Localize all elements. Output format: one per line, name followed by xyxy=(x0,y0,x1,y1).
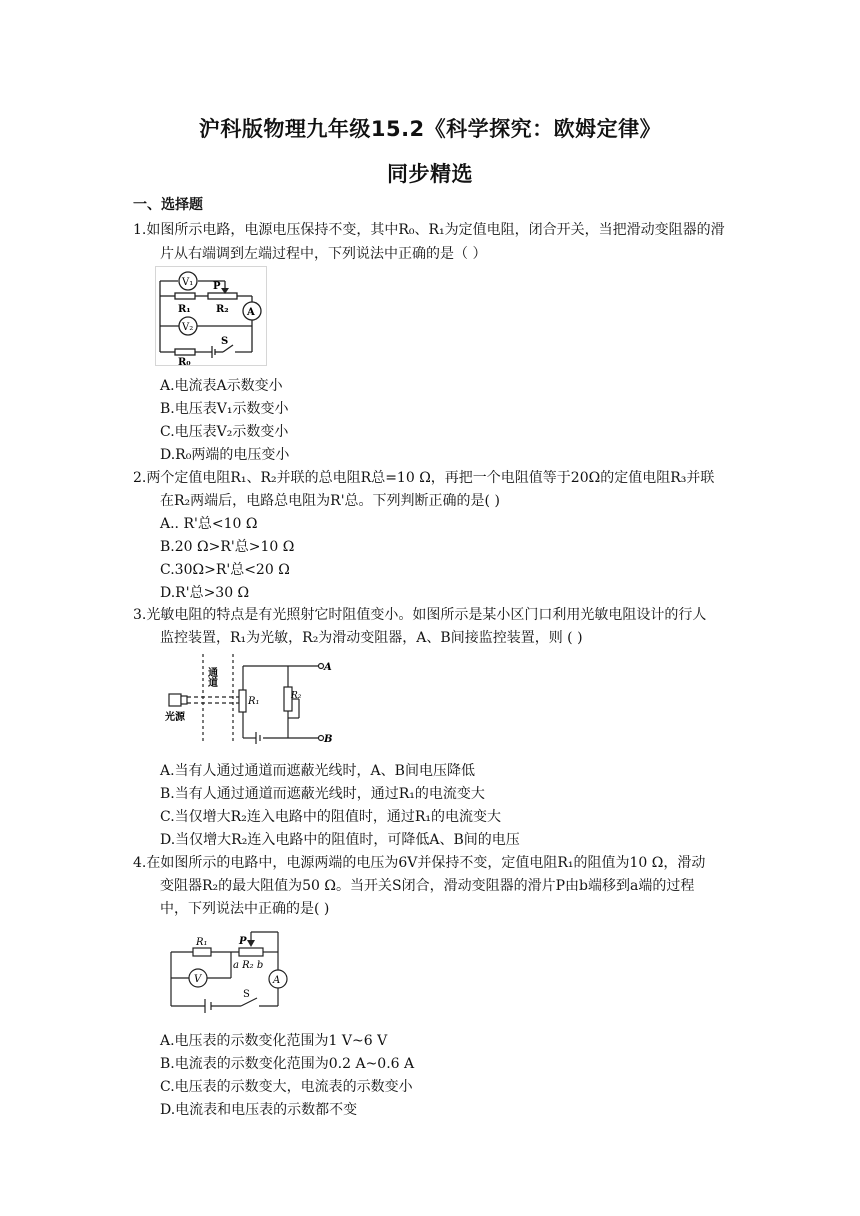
q4-fig-ammeter: A xyxy=(273,975,281,986)
document-title: 沪科版物理九年级15.2《科学探究：欧姆定律》 xyxy=(198,117,662,141)
q1-stem-line2: 片从右端调到左端过程中，下列说法中正确的是（ ） xyxy=(160,246,487,262)
q2-option-d: D.R'总>30 Ω xyxy=(160,585,250,601)
q4-fig-r1: R₁ xyxy=(196,937,208,948)
document-subtitle: 同步精选 xyxy=(387,162,473,186)
q1-fig-ammeter: A xyxy=(247,307,255,318)
q2-stem-line2: 在R₂两端后，电路总电阻为R'总。下列判断正确的是( ) xyxy=(160,493,500,509)
q3-option-d: D.当仅增大R₂连入电路中的阻值时，可降低A、B间的电压 xyxy=(160,832,520,848)
q3-fig-channel: 通道 xyxy=(205,667,217,687)
q4-fig-p: P xyxy=(239,936,247,947)
section-heading: 一、选择题 xyxy=(133,197,203,213)
q1-option-c: C.电压表V₂示数变小 xyxy=(160,424,289,440)
q2-option-a: A.. R'总<10 Ω xyxy=(160,516,258,532)
q1-fig-s: S xyxy=(221,336,229,347)
q3-fig-terminal-b: B xyxy=(324,734,333,745)
q4-option-a: A.电压表的示数变化范围为1 V~6 V xyxy=(160,1033,388,1049)
q3-fig-r2: R₂ xyxy=(291,691,302,701)
q4-option-c: C.电压表的示数变大，电流表的示数变小 xyxy=(160,1079,413,1095)
q4-circuit-diagram xyxy=(165,926,293,1016)
q1-fig-p: P xyxy=(213,281,221,292)
q1-option-b: B.电压表V₁示数变小 xyxy=(160,401,289,417)
q4-option-d: D.电流表和电压表的示数都不变 xyxy=(160,1102,358,1118)
q3-option-a: A.当有人通过通道而遮蔽光线时，A、B间电压降低 xyxy=(160,763,475,779)
q4-option-b: B.电流表的示数变化范围为0.2 A~0.6 A xyxy=(160,1056,415,1072)
q3-fig-terminal-a: A xyxy=(324,662,332,673)
q1-circuit-diagram xyxy=(155,266,267,366)
q4-stem-line1: 4.在如图所示的电路中，电源两端的电压为6V并保持不变，定值电阻R₁的阻值为10 Ω，滑动 xyxy=(133,855,706,871)
q2-stem-line1: 2.两个定值电阻R₁、R₂并联的总电阻R总=10 Ω，再把一个电阻值等于20Ω的定值电阻R₃并联 xyxy=(133,470,715,486)
q3-option-c: C.当仅增大R₂连入电路中的阻值时，通过R₁的电流变大 xyxy=(160,809,501,825)
q4-fig-rheostat-label: a R₂ b xyxy=(233,960,264,971)
q4-fig-switch: S xyxy=(243,989,250,1000)
q4-fig-voltmeter: V xyxy=(194,974,202,985)
q3-option-b: B.当有人通过通道而遮蔽光线时，通过R₁的电流变大 xyxy=(160,786,485,802)
q1-fig-r1: R₁ xyxy=(178,304,191,315)
q4-stem-line2: 变阻器R₂的最大阻值为50 Ω。当开关S闭合，滑动变阻器的滑片P由b端移到a端的过程 xyxy=(160,878,695,894)
q3-fig-r1: R₁ xyxy=(248,696,260,707)
q2-option-b: B.20 Ω>R'总>10 Ω xyxy=(160,539,295,555)
q1-fig-r0: R₀ xyxy=(178,357,191,366)
q4-stem-line3: 中，下列说法中正确的是( ) xyxy=(160,901,330,917)
q1-fig-v2: V₂ xyxy=(182,322,194,333)
q3-fig-light-source: 光源 xyxy=(165,712,185,723)
q3-stem-line1: 3.光敏电阻的特点是有光照射它时阻值变小。如图所示是某小区门口利用光敏电阻设计的行人 xyxy=(133,607,707,623)
q1-fig-r2: R₂ xyxy=(216,304,229,315)
q3-stem-line2: 监控装置，R₁为光敏，R₂为滑动变阻器，A、B间接监控装置，则 ( ) xyxy=(160,630,583,646)
q1-fig-v1: V₁ xyxy=(182,277,194,288)
q3-circuit-diagram xyxy=(163,652,335,750)
q1-stem-line1: 1.如图所示电路，电源电压保持不变，其中R₀、R₁为定值电阻，闭合开关，当把滑动变阻器的滑 xyxy=(133,222,725,238)
q2-option-c: C.30Ω>R'总<20 Ω xyxy=(160,562,290,578)
q1-option-d: D.R₀两端的电压变小 xyxy=(160,447,290,463)
q1-option-a: A.电流表A示数变小 xyxy=(160,378,283,394)
